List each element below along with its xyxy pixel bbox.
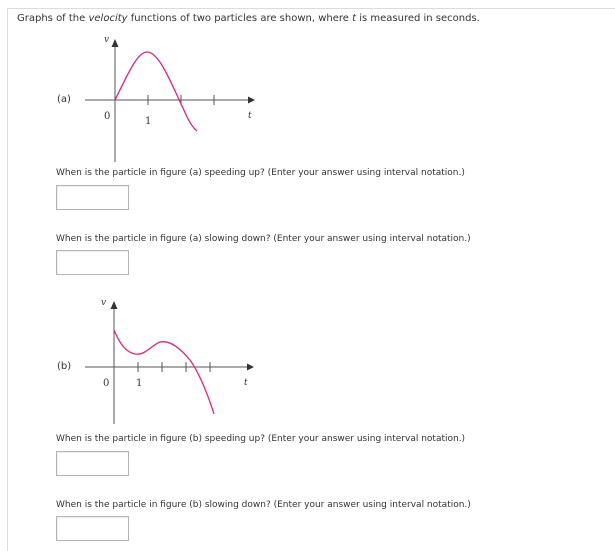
- question-b-slowing-down: When is the particle in figure (b) slowing down? (Enter your answer using interval notation.): [56, 500, 471, 510]
- graph-a-label: (a): [57, 94, 71, 105]
- question-b-speeding-up: When is the particle in figure (b) speeding up? (Enter your answer using interval notation.): [56, 434, 466, 444]
- answer-b-speeding-up-input[interactable]: [56, 451, 129, 476]
- graph-b-t-label: t: [244, 378, 248, 388]
- graph-a-origin-label: 0: [104, 111, 111, 122]
- question-a-slowing-down: When is the particle in figure (a) slowing down? (Enter your answer using interval notation.): [56, 234, 471, 244]
- answer-b-slowing-down-input[interactable]: [56, 516, 129, 541]
- intro-part-2: functions of two particles are shown, where: [127, 13, 353, 24]
- graph-b-velocity-curve: [114, 330, 214, 414]
- graph-b-label: (b): [57, 361, 72, 372]
- question-a-speeding-up: When is the particle in figure (a) speeding up? (Enter your answer using interval notation.): [56, 168, 465, 178]
- graph-a-t-label: t: [248, 111, 252, 121]
- graph-a-t-arrow: [248, 97, 255, 104]
- answer-a-slowing-down-input[interactable]: [56, 250, 129, 275]
- intro-part-1: Graphs of the: [17, 13, 89, 24]
- intro-text: [17, 13, 480, 24]
- graph-b-tick-label: 1: [136, 378, 143, 389]
- graph-b-t-arrow: [247, 364, 254, 371]
- graph-a-tick-label: 1: [145, 116, 152, 127]
- graph-a-v-arrow: [112, 39, 119, 47]
- graph-b: [85, 292, 270, 432]
- intro-t-variable: t: [352, 13, 357, 24]
- graph-b-v-label: v: [101, 298, 107, 308]
- graph-a: [85, 28, 270, 164]
- intro-velocity-word: velocity: [88, 13, 128, 24]
- graph-a-velocity-curve: [115, 52, 197, 131]
- intro-part-3: is measured in seconds.: [356, 13, 480, 24]
- answer-a-speeding-up-input[interactable]: [56, 185, 129, 210]
- graph-b-v-arrow: [111, 301, 118, 309]
- graph-b-origin-label: 0: [103, 378, 110, 389]
- graph-a-v-label: v: [104, 35, 110, 45]
